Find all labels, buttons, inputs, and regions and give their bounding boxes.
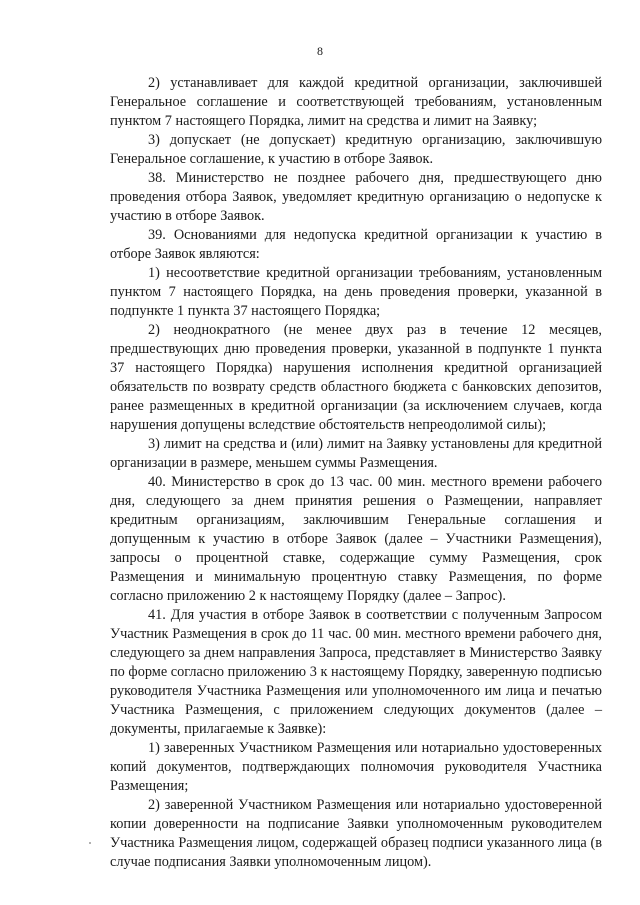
paragraph-41-1: 1) заверенных Участником Размещения или нотариально удостоверенных копий документов, подтверждающих полномочия руководителя Участника Размещения; <box>110 740 602 794</box>
paragraph-39-1: 1) несоответствие кредитной организации требованиям, установленным пунктом 7 настоящего Порядка, на день проведения проверки, указанной в подпункте 1 пункта 37 настоящего Порядка; <box>110 265 602 319</box>
scan-speck <box>89 842 91 844</box>
paragraph-40: 40. Министерство в срок до 13 час. 00 мин. местного времени рабочего дня, следующего за днем принятия решения о Размещении, направляет кредитным организациям, заключившим Генеральные соглашения и допущенным к участию в отборе Заявок (далее – Участники Размещения), запросы о процентной ставке, содержащие сумму Размещения, срок Размещения и минимальную процентную ставку Размещения, по форме согласно приложению 2 к настоящему Порядку (далее – Запрос). <box>110 474 602 604</box>
paragraph-39-2: 2) неоднократного (не менее двух раз в течение 12 месяцев, предшествующих дню проведения проверки, указанной в подпункте 1 пункта 37 настоящего Порядка) нарушения исполнения кредитной организацией обязательств по возврату средств областного бюджета с банковских депозитов, ранее размещенных в кредитной организации (за исключением случаев, когда нарушения допущены вследствие обстоятельств непреодолимой силы); <box>110 322 602 433</box>
paragraph-37-3: 3) допускает (не допускает) кредитную организацию, заключившую Генеральное соглашение, к участию в отборе Заявок. <box>110 132 602 167</box>
page-number: 8 <box>317 44 323 58</box>
paragraph-39-3: 3) лимит на средства и (или) лимит на Заявку установлены для кредитной организации в размере, меньшем суммы Размещения. <box>110 436 602 471</box>
paragraph-38: 38. Министерство не позднее рабочего дня, предшествующего дню проведения отбора Заявок, уведомляет кредитную организацию о недопуске к участию в отборе Заявок. <box>110 170 602 224</box>
paragraph-39: 39. Основаниями для недопуска кредитной организации к участию в отборе Заявок являются: <box>110 227 602 262</box>
paragraph-41: 41. Для участия в отборе Заявок в соответствии с полученным Запросом Участник Размещения в срок до 11 час. 00 мин. местного времени рабочего дня, следующего за днем направления Запроса, представляет в Министерство Заявку по форме согласно приложению 3 к настоящему Порядку, заверенную подписью руководителя Участника Размещения или уполномоченного им лица и печатью Участника Размещения, с приложением следующих документов (далее – документы, прилагаемые к Заявке): <box>110 607 602 737</box>
paragraph-37-2: 2) устанавливает для каждой кредитной организации, заключившей Генеральное соглашение и соответствующей требованиям, установленным пунктом 7 настоящего Порядка, лимит на средства и лимит на Заявку; <box>110 75 602 129</box>
document-body <box>110 74 602 872</box>
paragraph-41-2: 2) заверенной Участником Размещения или нотариально удостоверенной копии доверенности на подписание Заявки уполномоченным руководителем Участника Размещения лицом, содержащей образец подписи указанного лица (в случае подписания Заявки уполномоченным лицом). <box>110 797 602 870</box>
